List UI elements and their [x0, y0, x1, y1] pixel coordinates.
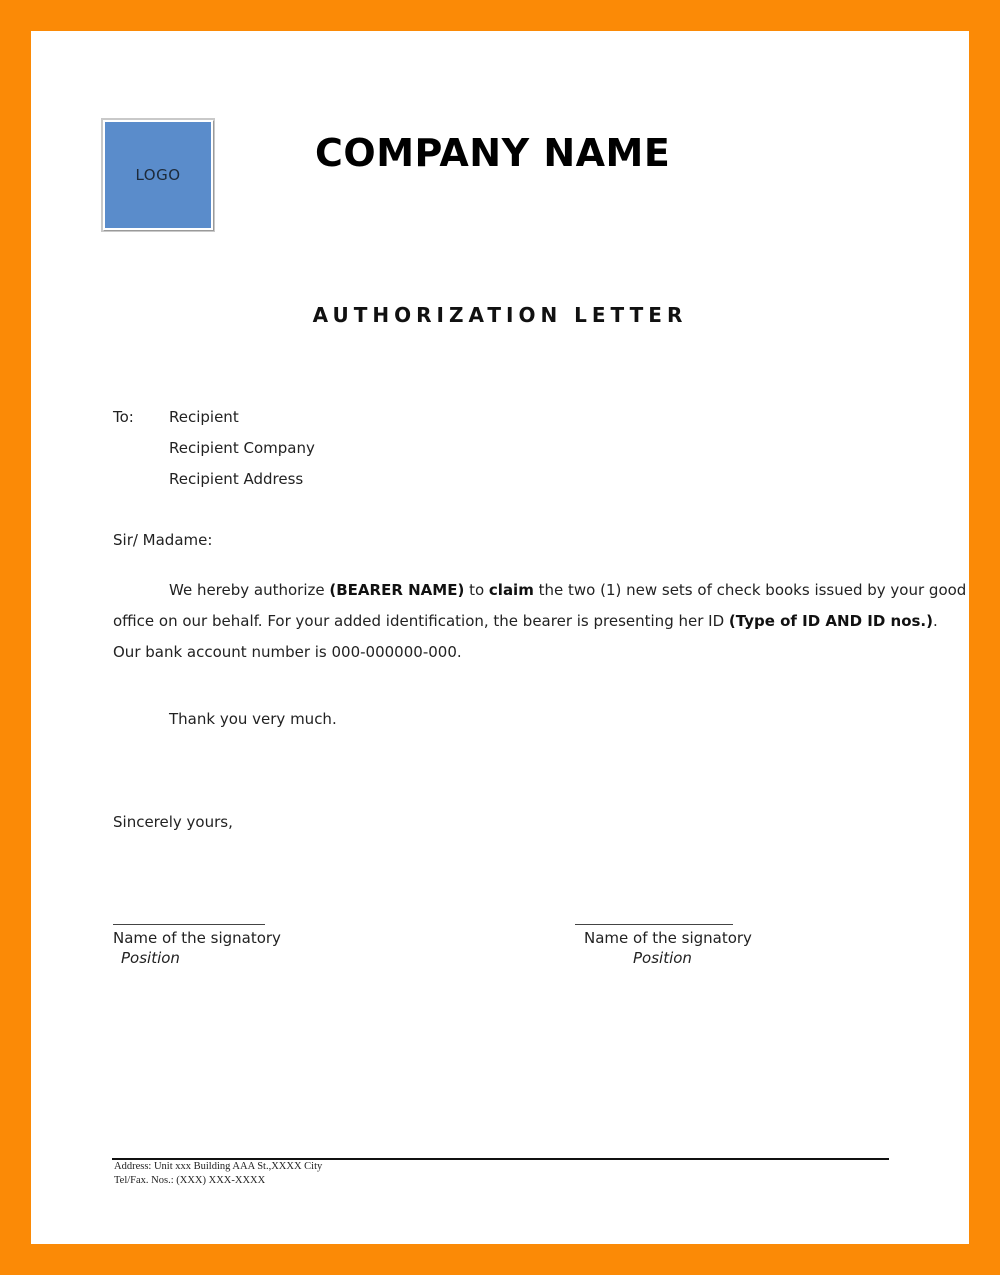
company-name: COMPANY NAME: [315, 131, 671, 175]
document-title: AUTHORIZATION LETTER: [312, 303, 688, 327]
closing: Sincerely yours,: [113, 813, 233, 831]
footer-tel: Tel/Fax. Nos.: (XXX) XXX-XXXX: [114, 1175, 266, 1186]
signature-line-left: [113, 924, 265, 925]
logo-label: LOGO: [135, 166, 181, 184]
para-text: to: [464, 581, 489, 599]
signature-line-right: [575, 924, 733, 925]
paragraph-line-3: Our bank account number is 000-000000-000.: [113, 643, 462, 661]
company-logo: [103, 120, 213, 230]
signatory-name-right: Name of the signatory: [584, 929, 752, 947]
recipient-company: Recipient Company: [169, 439, 315, 457]
para-text: .: [933, 612, 938, 630]
signatory-position-right: Position: [633, 949, 692, 967]
signatory-position-left: Position: [121, 949, 180, 967]
signatory-name-left: Name of the signatory: [113, 929, 281, 947]
recipient-address: Recipient Address: [169, 470, 304, 488]
para-text: office on our behalf. For your added identification, the bearer is presenting her ID: [113, 612, 729, 630]
paragraph-line-2: [113, 612, 938, 630]
salutation: Sir/ Madame:: [113, 531, 213, 549]
thanks-line: Thank you very much.: [169, 710, 337, 728]
footer-divider: [112, 1158, 889, 1160]
para-text: the two (1) new sets of check books issued by your good: [533, 581, 967, 599]
claim-word: claim: [488, 581, 534, 599]
paragraph-line-1: [169, 581, 966, 599]
para-text: We hereby authorize: [169, 581, 330, 599]
footer-address: Address: Unit xxx Building AAA St.,XXXX City: [114, 1161, 323, 1172]
recipient-name: Recipient: [169, 408, 239, 426]
bearer-name: (BEARER NAME): [329, 581, 465, 599]
to-label: To:: [113, 408, 134, 426]
id-type: (Type of ID AND ID nos.): [728, 612, 933, 630]
letter-page: [31, 31, 969, 1244]
